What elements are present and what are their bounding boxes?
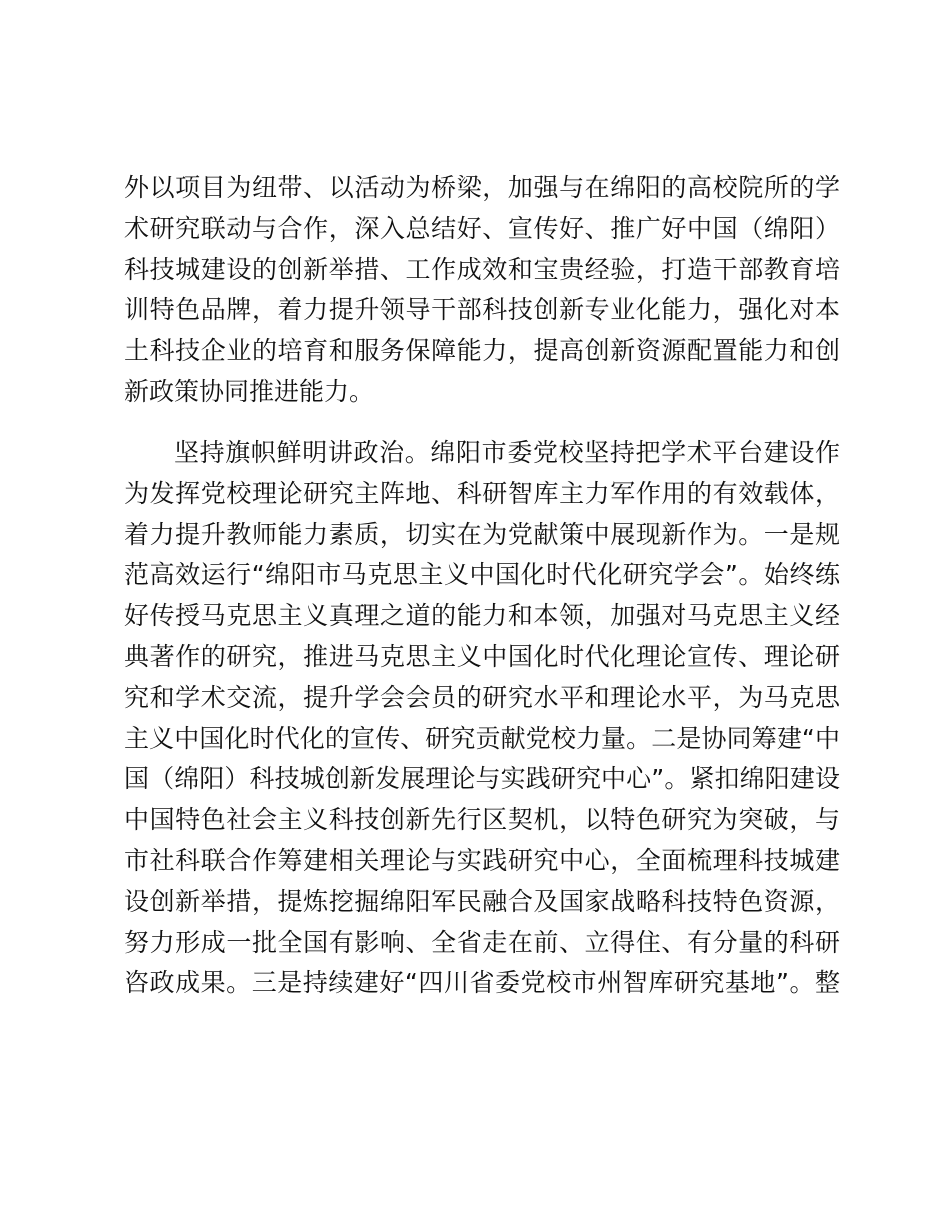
text-line: 中国特色社会主义科技创新先行区契机，以特色研究为突破，与 (124, 805, 840, 835)
text-line: 究和学术交流，提升学会会员的研究水平和理论水平，为马克思 (124, 682, 840, 712)
text-line: 着力提升教师能力素质，切实在为党献策中展现新作为。一是规 (124, 519, 840, 549)
text-line: 为发挥党校理论研究主阵地、科研智库主力军作用的有效载体， (124, 478, 840, 508)
text-line: 土科技企业的培育和服务保障能力，提高创新资源配置能力和创 (124, 336, 840, 366)
text-line: 努力形成一批全国有影响、全省走在前、立得住、有分量的科研 (124, 927, 840, 957)
text-line: 训特色品牌，着力提升领导干部科技创新专业化能力，强化对本 (124, 295, 840, 325)
paragraph-1 (124, 168, 840, 413)
paragraph-2 (124, 433, 840, 1004)
text-line: 典著作的研究，推进马克思主义中国化时代化理论宣传、理论研 (124, 641, 840, 671)
text-line: 设创新举措，提炼挖掘绵阳军民融合及国家战略科技特色资源， (124, 886, 840, 916)
text-line: 市社科联合作筹建相关理论与实践研究中心，全面梳理科技城建 (124, 845, 840, 875)
text-line: 国（绵阳）科技城创新发展理论与实践研究中心”。紧扣绵阳建设 (124, 764, 840, 794)
text-line: 新政策协同推进能力。 (124, 376, 375, 406)
text-line: 术研究联动与合作，深入总结好、宣传好、推广好中国（绵阳） (124, 213, 840, 243)
text-line: 咨政成果。三是持续建好“四川省委党校市州智库研究基地”。整 (124, 968, 840, 998)
text-line: 好传授马克思主义真理之道的能力和本领，加强对马克思主义经 (124, 601, 840, 631)
text-line: 科技城建设的创新举措、工作成效和宝贵经验，打造干部教育培 (124, 254, 840, 284)
text-line: 主义中国化时代化的宣传、研究贡献党校力量。二是协同筹建“中 (124, 723, 840, 753)
text-line: 外以项目为纽带、以活动为桥梁，加强与在绵阳的高校院所的学 (124, 173, 840, 202)
text-line: 范高效运行“绵阳市马克思主义中国化时代化研究学会”。始终练 (124, 560, 840, 590)
text-line: 坚持旗帜鲜明讲政治。绵阳市委党校坚持把学术平台建设作 (174, 438, 840, 467)
